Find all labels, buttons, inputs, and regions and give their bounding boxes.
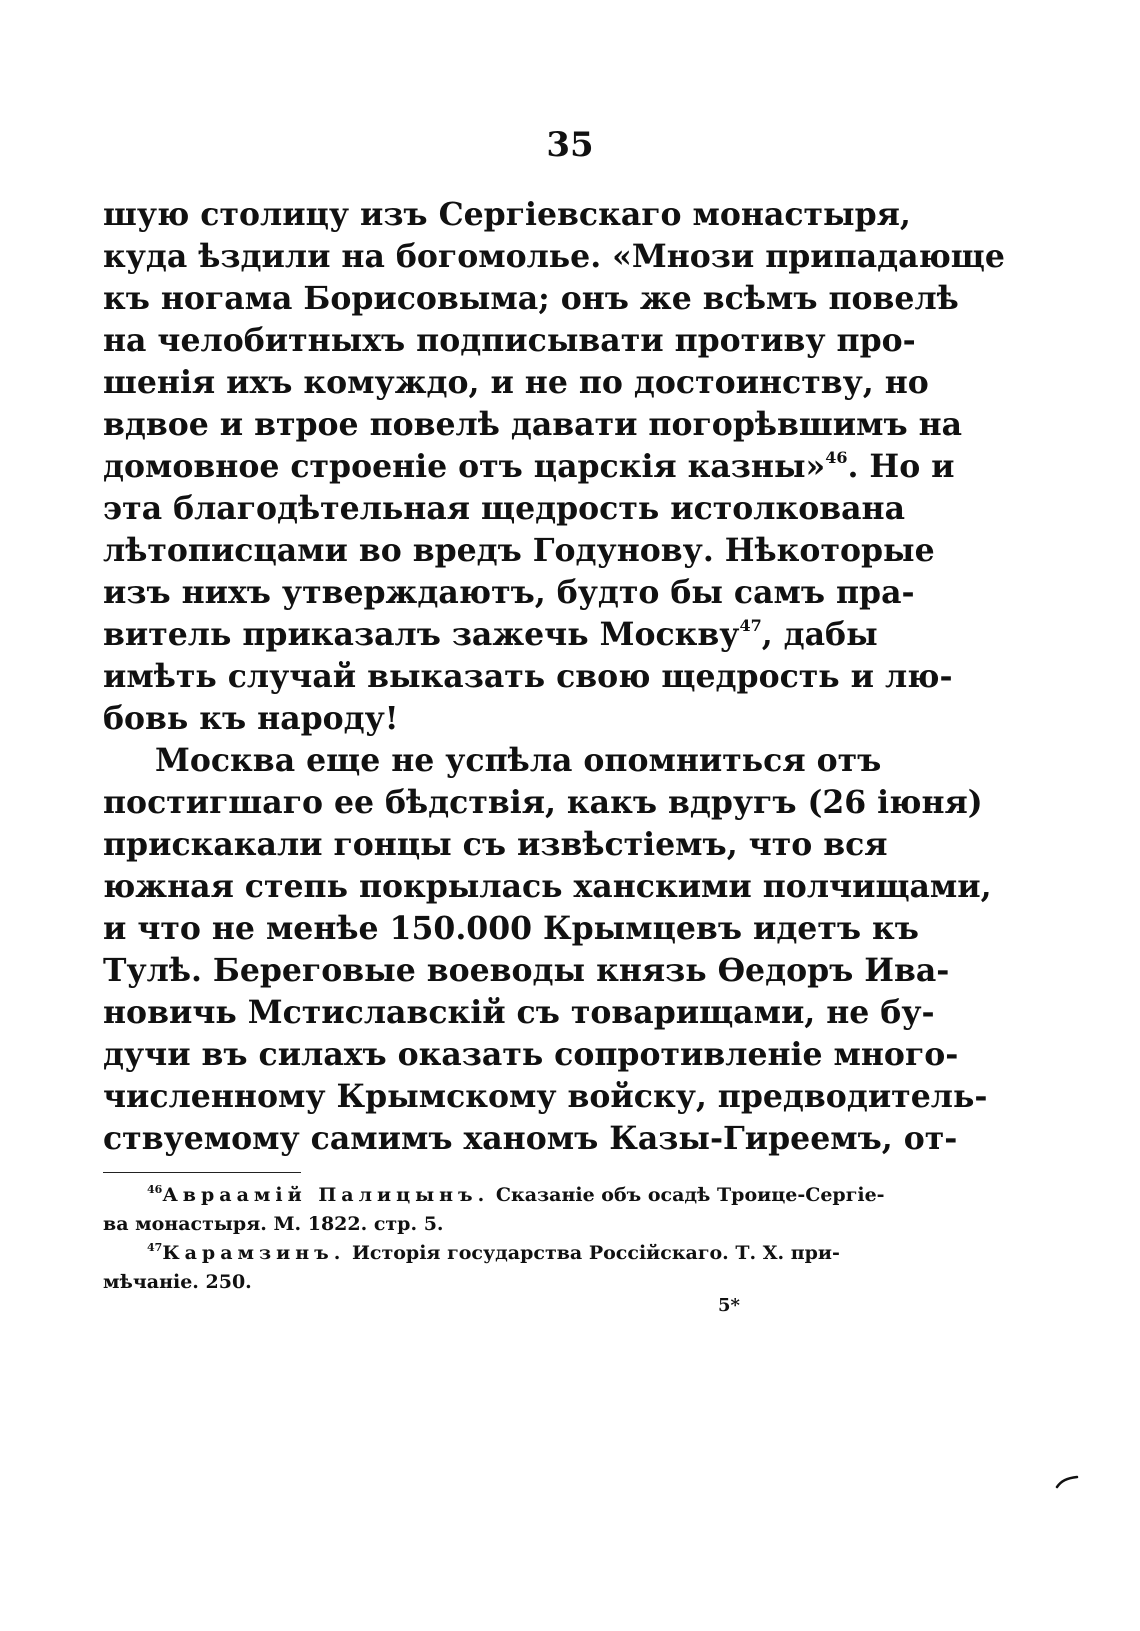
text-line: вдвое и втрое повелѣ давати погорѣвшимъ на: [103, 406, 963, 443]
footnote-author: Карамзинъ.: [162, 1242, 346, 1264]
text-line: на челобитныхъ подписывати противу про-: [103, 322, 916, 359]
scan-mark-icon: [1055, 1475, 1079, 1489]
footnote-divider: [103, 1172, 301, 1173]
text-line: дучи въ силахъ оказать сопротивленіе много-: [103, 1036, 959, 1073]
footnote-46-line: ва монастыря. М. 1822. стр. 5.: [103, 1213, 444, 1235]
text-line: лѣтописцами во вредъ Годунову. Нѣкоторые: [103, 532, 935, 569]
footnote-ref-47[interactable]: 47: [739, 616, 762, 635]
text-line: [103, 446, 955, 488]
text-line: Тулѣ. Береговые воеводы князь Ѳедоръ Ива-: [103, 952, 950, 989]
footnote-47-line: мѣчаніе. 250.: [103, 1271, 252, 1293]
text-line: новичь Мстиславскій съ товарищами, не бу-: [103, 994, 935, 1031]
text-segment: . Но и: [847, 448, 955, 485]
text-line: бовь къ народу!: [103, 700, 399, 737]
text-segment: витель приказалъ зажечь Москву: [103, 616, 740, 653]
text-segment: , дабы: [761, 616, 878, 653]
text-line: шую столицу изъ Сергіевскаго монастыря,: [103, 196, 911, 233]
text-line: куда ѣздили на богомолье. «Мнози припадающе: [103, 238, 1005, 275]
text-segment: домовное строеніе отъ царскія казны»: [103, 448, 826, 485]
text-line: [103, 614, 878, 656]
footnote-text: Исторія государства Россійскаго. Т. X. при-: [351, 1242, 840, 1264]
footnote-ref-46[interactable]: 46: [825, 448, 848, 467]
text-line: имѣть случай выказать свою щедрость и лю-: [103, 658, 953, 695]
text-line: и что не менѣе 150.000 Крымцевъ идетъ къ: [103, 910, 919, 947]
footnote-author: Авраамій Палицынъ.: [162, 1184, 490, 1206]
text-line: прискакали гонцы съ извѣстіемъ, что вся: [103, 826, 888, 863]
text-line: численному Крымскому войску, предводитель-: [103, 1078, 988, 1115]
footnote-46-line: [103, 1181, 885, 1210]
text-line: эта благодѣтельная щедрость истолкована: [103, 490, 906, 527]
footnote-number: 47: [147, 1241, 163, 1254]
signature-mark: 5*: [718, 1295, 740, 1316]
text-line: Москва еще не успѣла опомниться отъ: [155, 742, 882, 779]
footnote-number: 46: [147, 1183, 163, 1196]
main-text: [103, 194, 1005, 1160]
footnote-text: Сказаніе объ осадѣ Троице-Сергіе-: [495, 1184, 885, 1206]
footnotes: [103, 1181, 885, 1297]
text-line: шенія ихъ комуждо, и не по достоинству, но: [103, 364, 929, 401]
text-line: постигшаго ее бѣдствія, какъ вдругъ (26 іюня): [103, 784, 983, 821]
footnote-47-line: [103, 1239, 840, 1268]
page-number: 35: [546, 125, 594, 165]
text-line: къ ногама Борисовыма; онъ же всѣмъ повелѣ: [103, 280, 959, 317]
text-line: южная степь покрылась ханскими полчищами,: [103, 868, 992, 905]
text-line: изъ нихъ утверждаютъ, будто бы самъ пра-: [103, 574, 915, 611]
text-line: ствуемому самимъ ханомъ Казы-Гиреемъ, от-: [103, 1120, 958, 1157]
